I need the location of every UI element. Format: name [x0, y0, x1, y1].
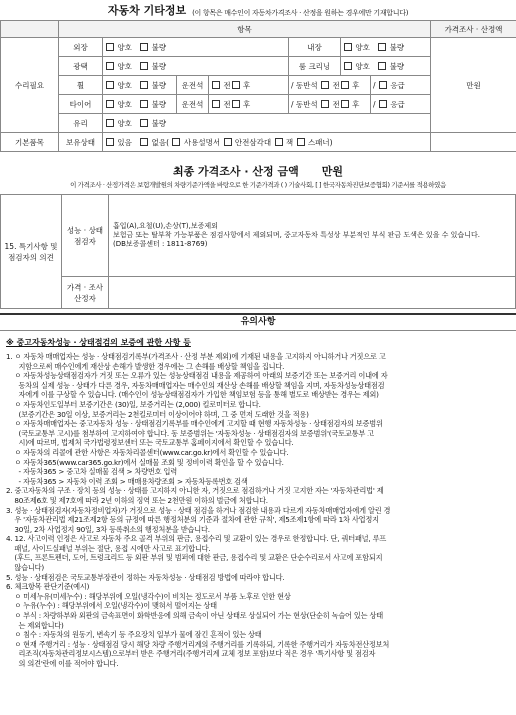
exterior-good-checkbox[interactable]	[106, 43, 114, 51]
row-glass-label: 유리	[59, 114, 103, 133]
possess-none-checkbox[interactable]	[140, 138, 148, 146]
wheel-emerg-checkbox[interactable]	[379, 81, 387, 89]
glass-good-checkbox[interactable]	[106, 119, 114, 127]
row-interior-label: 내장	[289, 38, 341, 57]
notice-line: ㅇ 현재 주행거리 : 성능 · 상태점검 당시 해당 차량 주행거리계의 주행거리를 기록하되, 기록한 주행거리가 자동차전산정보처	[6, 639, 390, 649]
roomclean-options: 양호 불량	[341, 57, 431, 76]
section-header	[0, 0, 516, 18]
glass-options: 양호 불량	[103, 114, 431, 133]
header-price: 가격조사 · 산정액	[431, 21, 516, 38]
price-inspector-opinion	[109, 277, 516, 309]
gloss-good-checkbox[interactable]	[106, 62, 114, 70]
notice-line: 2. 중고자동차의 구조 · 장치 등의 성능 · 상태를 고지하지 아니한 자, 거짓으로 점검하거나 거짓 고지한 자는 '자동차관리법' 제	[6, 486, 384, 496]
gloss-bad-checkbox[interactable]	[140, 62, 148, 70]
wheel-driver-options: 전 후	[209, 76, 289, 95]
special-notes-label: 15. 특기사항 및 점검자의 의견	[1, 195, 62, 309]
possess-have-checkbox[interactable]	[106, 138, 114, 146]
header-item: 항목	[59, 21, 431, 38]
notice-line: 1. ㅇ 자동차 매매업자는 성능 · 상태점검기록부(가격조사 · 산정 부분 제외)에 기재된 내용을 고지하지 아니하거나 거짓으로 고	[6, 352, 386, 361]
final-price-amount: 만원	[321, 165, 344, 178]
glass-bad-checkbox[interactable]	[140, 119, 148, 127]
exterior-options: 양호 불량	[103, 38, 289, 57]
tire-emerg-option: / 응급	[371, 95, 431, 114]
notice-subtitle: ※ 중고자동차성능 · 상태점검의 보증에 관한 사항 등	[6, 338, 191, 347]
price-inspector-label: 가격 · 조사 산정자	[62, 277, 109, 309]
notice-line: (보증기간은 30일 이상, 보증거리는 2천킬로미터 이상이어야 하며, 그 중 먼저 도래한 것을 적용)	[6, 409, 309, 419]
wheel-driver-label: 운전석	[177, 76, 209, 95]
notice-line: 5. 성능 · 상태점검은 국토교통부장관이 정하는 자동차성능 · 상태점검 방법에 따라야 합니다.	[6, 572, 285, 582]
notice-line: ㅇ 자동차365(www.car365.go.kr)에서 실매물 조회 및 정비이력 확인을 할 수 있습니다.	[6, 457, 284, 467]
wheel-dong-back-checkbox[interactable]	[341, 81, 349, 89]
notice-line: ㅇ 자동차성능상태점검자가 거짓 또는 오류가 있는 성능상태점검 내용을 제공하여 아래의 보증기간 또는 보증거리 이내에 자	[6, 371, 388, 381]
row-gloss-label: 광택	[59, 57, 103, 76]
notice-line: - 자동차365 > 자동차 이력 조회 > 매매용차량조회 > 자동차등록번호 검색	[6, 476, 248, 486]
notice-line: 우 '자동차관리법 제21조제2항 등의 규정에 따른 행정처분의 기준과 절차에 관한 규칙', 제5조제1항에 따라 1차 사업정지	[6, 515, 379, 525]
notice-line: 30일, 2차 사업정지 90일, 3차 등록취소의 행정처분을 받습니다.	[6, 524, 210, 534]
gloss-options: 양호 불량	[103, 57, 289, 76]
notice-line: (후드, 프론트펜더, 도어, 트렁크리드 등 외판 부위 및 범퍼에 대한 판금, 용접수리 및 교환은 단순수리로서 사고에 포함되지	[6, 553, 383, 563]
notice-line: ㅇ 자동차인도일부터 보증기간은 (30)일, 보증거리는 (2,000) 킬로미터로 합니다.	[6, 399, 261, 409]
wheel-driver-back-checkbox[interactable]	[232, 81, 240, 89]
tire-driver-options: 전 후	[209, 95, 289, 114]
notice-line: 않습니다)	[6, 563, 44, 573]
price-value: 만원	[431, 38, 516, 133]
notice-line: 시)에 따르며, 법제처 국가법령정보센터 또는 국토교통부 홈페이지에서 확인할 수 있습니다.	[6, 438, 294, 448]
row-tire-label: 타이어	[59, 95, 103, 114]
interior-options: 양호 불량	[341, 38, 431, 57]
notice-line: ㅇ 자동차매매업자는 중고자동차 성능 · 상태점검기록부를 매수인에게 고지할 때 현행 자동차성능 · 상태점검자의 보증범위	[6, 419, 383, 429]
group-basic-label: 기본품목	[1, 133, 59, 152]
interior-good-checkbox[interactable]	[344, 43, 352, 51]
notice-line: 자에게 이를 구상할 수 있습니다. (매수인이 성능상태점검자가 가입한 책임보험 등을 통해 별도로 배상받는 경우는 제외)	[6, 390, 379, 400]
tire-bad-checkbox[interactable]	[140, 100, 148, 108]
row-exterior-label: 외장	[59, 38, 103, 57]
spanner-checkbox[interactable]	[297, 138, 305, 146]
wheel-dong-options: / 동반석 전 후	[289, 76, 371, 95]
roomclean-bad-checkbox[interactable]	[378, 62, 386, 70]
wheel-good-checkbox[interactable]	[106, 81, 114, 89]
notice-line: 는 제외합니다)	[6, 620, 64, 630]
notice-line: 3. 성능 · 상태점검자(자동차정비업자)가 거짓으로 성능 · 상태 점검을 하거나 점검한 내용과 다르게 자동차매매업자에게 알린 경	[6, 505, 391, 515]
row-possess-label: 보유상태	[59, 133, 103, 152]
manual-checkbox[interactable]	[172, 138, 180, 146]
exterior-bad-checkbox[interactable]	[140, 43, 148, 51]
wheel-bad-checkbox[interactable]	[140, 81, 148, 89]
wheel-driver-front-checkbox[interactable]	[212, 81, 220, 89]
notice-line: 리조직(자동차관리정보시스템)으로부터 받은 주행거리(주행거리계 교체 정보 포함)보다 적은 경우 '특기사항 및 점검자	[6, 649, 376, 659]
interior-bad-checkbox[interactable]	[378, 43, 386, 51]
wheel-dong-front-checkbox[interactable]	[321, 81, 329, 89]
triangle-checkbox[interactable]	[224, 138, 232, 146]
special-notes-table	[0, 194, 516, 309]
section-title: 자동차 기타정보	[107, 4, 187, 17]
notice-line: ㅇ 미세누유(미세누수) : 해당부위에 오일(냉각수)이 비치는 정도로서 부품 노후로 인한 현상	[6, 591, 291, 601]
tire-emerg-checkbox[interactable]	[379, 100, 387, 108]
tire-good-checkbox[interactable]	[106, 100, 114, 108]
notice-line: 지함으로써 매수인에게 재산상 손해가 발생한 경우에는 그 손해를 배상할 책임을 집니다.	[6, 361, 285, 371]
jack-checkbox[interactable]	[275, 138, 283, 146]
tire-driver-front-checkbox[interactable]	[212, 100, 220, 108]
notice-line: ㅇ 누유(누수) : 해당부위에서 오일(냉각수)이 맺혀서 떨어지는 상태	[6, 601, 217, 611]
notice-line: 동차의 실제 성능 · 상태가 다른 경우, 자동차매매업자는 매수인의 재산상 손해를 배상할 책임을 지며, 자동차성능상태점검	[6, 380, 385, 390]
tire-driver-label: 운전석	[177, 95, 209, 114]
notice-line: 6. 체크항목 판단기준(예시)	[6, 582, 90, 592]
roomclean-good-checkbox[interactable]	[344, 62, 352, 70]
notice-title: 유의사항	[0, 313, 516, 331]
wheel-emerg-option: / 응급	[371, 76, 431, 95]
perf-inspector-label: 성능 · 상태 점검자	[62, 195, 109, 277]
notice-line: (국토교통부 고시)를 첨부하여 고지하여야 합니다. 동 보증범위는 '자동차성능 · 상태점검자의 보증범위'(국토교통부 고	[6, 428, 374, 438]
notice-line: 80조제6호 및 제7호에 따라 2년 이하의 징역 또는 2천만원 이하의 벌금에 처합니다.	[6, 495, 268, 505]
tire-dong-front-checkbox[interactable]	[321, 100, 329, 108]
possess-options: 있음 없음( 사용설명서 안전삼각대 잭 스패너)	[103, 133, 431, 152]
final-price-note: 이 가격조사 · 산정가격은 보험개발원의 차량기준가액을 바탕으로 한 기준가격과 ( ) 기술사회, [ ] 한국자동차진단보증협회) 기준서를 적용하였음	[70, 181, 446, 189]
tire-options: 양호 불량	[103, 95, 177, 114]
notice-line: 패널, 사이드실패널 부위는 절단, 용접 시에만 사고로 표기합니다.	[6, 543, 211, 553]
group-repair-label: 수리필요	[1, 38, 59, 133]
etc-info-table	[0, 20, 516, 152]
notice-line: ㅇ 자동차의 리콜에 관한 사항은 자동차리콜센터(www.car.go.kr)에서 확인할 수 있습니다.	[6, 447, 289, 457]
section-note: (이 항목은 매수인이 자동차가격조사 · 산정을 원하는 경우에만 기재합니다)	[192, 9, 409, 17]
row-wheel-label: 휠	[59, 76, 103, 95]
perf-inspector-opinion: 흡입(A),요철(U),손상(T),보증제외 보험금 또는 탈부착 가능부품은 점검사항에서 제외되며, 중고자동차 특성상 부분적인 부식 판금 도색은 있을 수 있습니다. (DB보증콜센터 : 1811-8769)	[109, 195, 516, 277]
row-roomclean-label: 룸 크리닝	[289, 57, 341, 76]
notice-line: 4. 12. 사고이력 인정은 사고로 자동차 주요 골격 부위의 판금, 용접수리 및 교환이 있는 경우로 한정합니다. 단, 쿼터패널, 루프	[6, 534, 387, 544]
notice-line: ㅇ 침수 : 자동차의 원동기, 변속기 등 주요장치 일부가 물에 잠긴 흔적이 있는 상태	[6, 630, 262, 640]
tire-dong-back-checkbox[interactable]	[341, 100, 349, 108]
tire-dong-options: / 동반석 전 후	[289, 95, 371, 114]
notice-body	[0, 352, 516, 669]
notice-line: ㅇ 부식 : 차량하부와 외판의 금속표면이 화학반응에 의해 금속이 아닌 상태로 상실되어 가는 현상(단순히 녹슬어 있는 상태	[6, 611, 383, 621]
tire-driver-back-checkbox[interactable]	[232, 100, 240, 108]
notice-line: 의 의견'란에 이를 적어야 합니다.	[6, 659, 119, 668]
notice-line: - 자동차365 > 중고차 실매물 검색 > 차량번호 입력	[6, 467, 177, 477]
wheel-options: 양호 불량	[103, 76, 177, 95]
final-price-label: 최종 가격조사 · 산정 금액	[172, 165, 299, 178]
final-price	[0, 160, 516, 178]
